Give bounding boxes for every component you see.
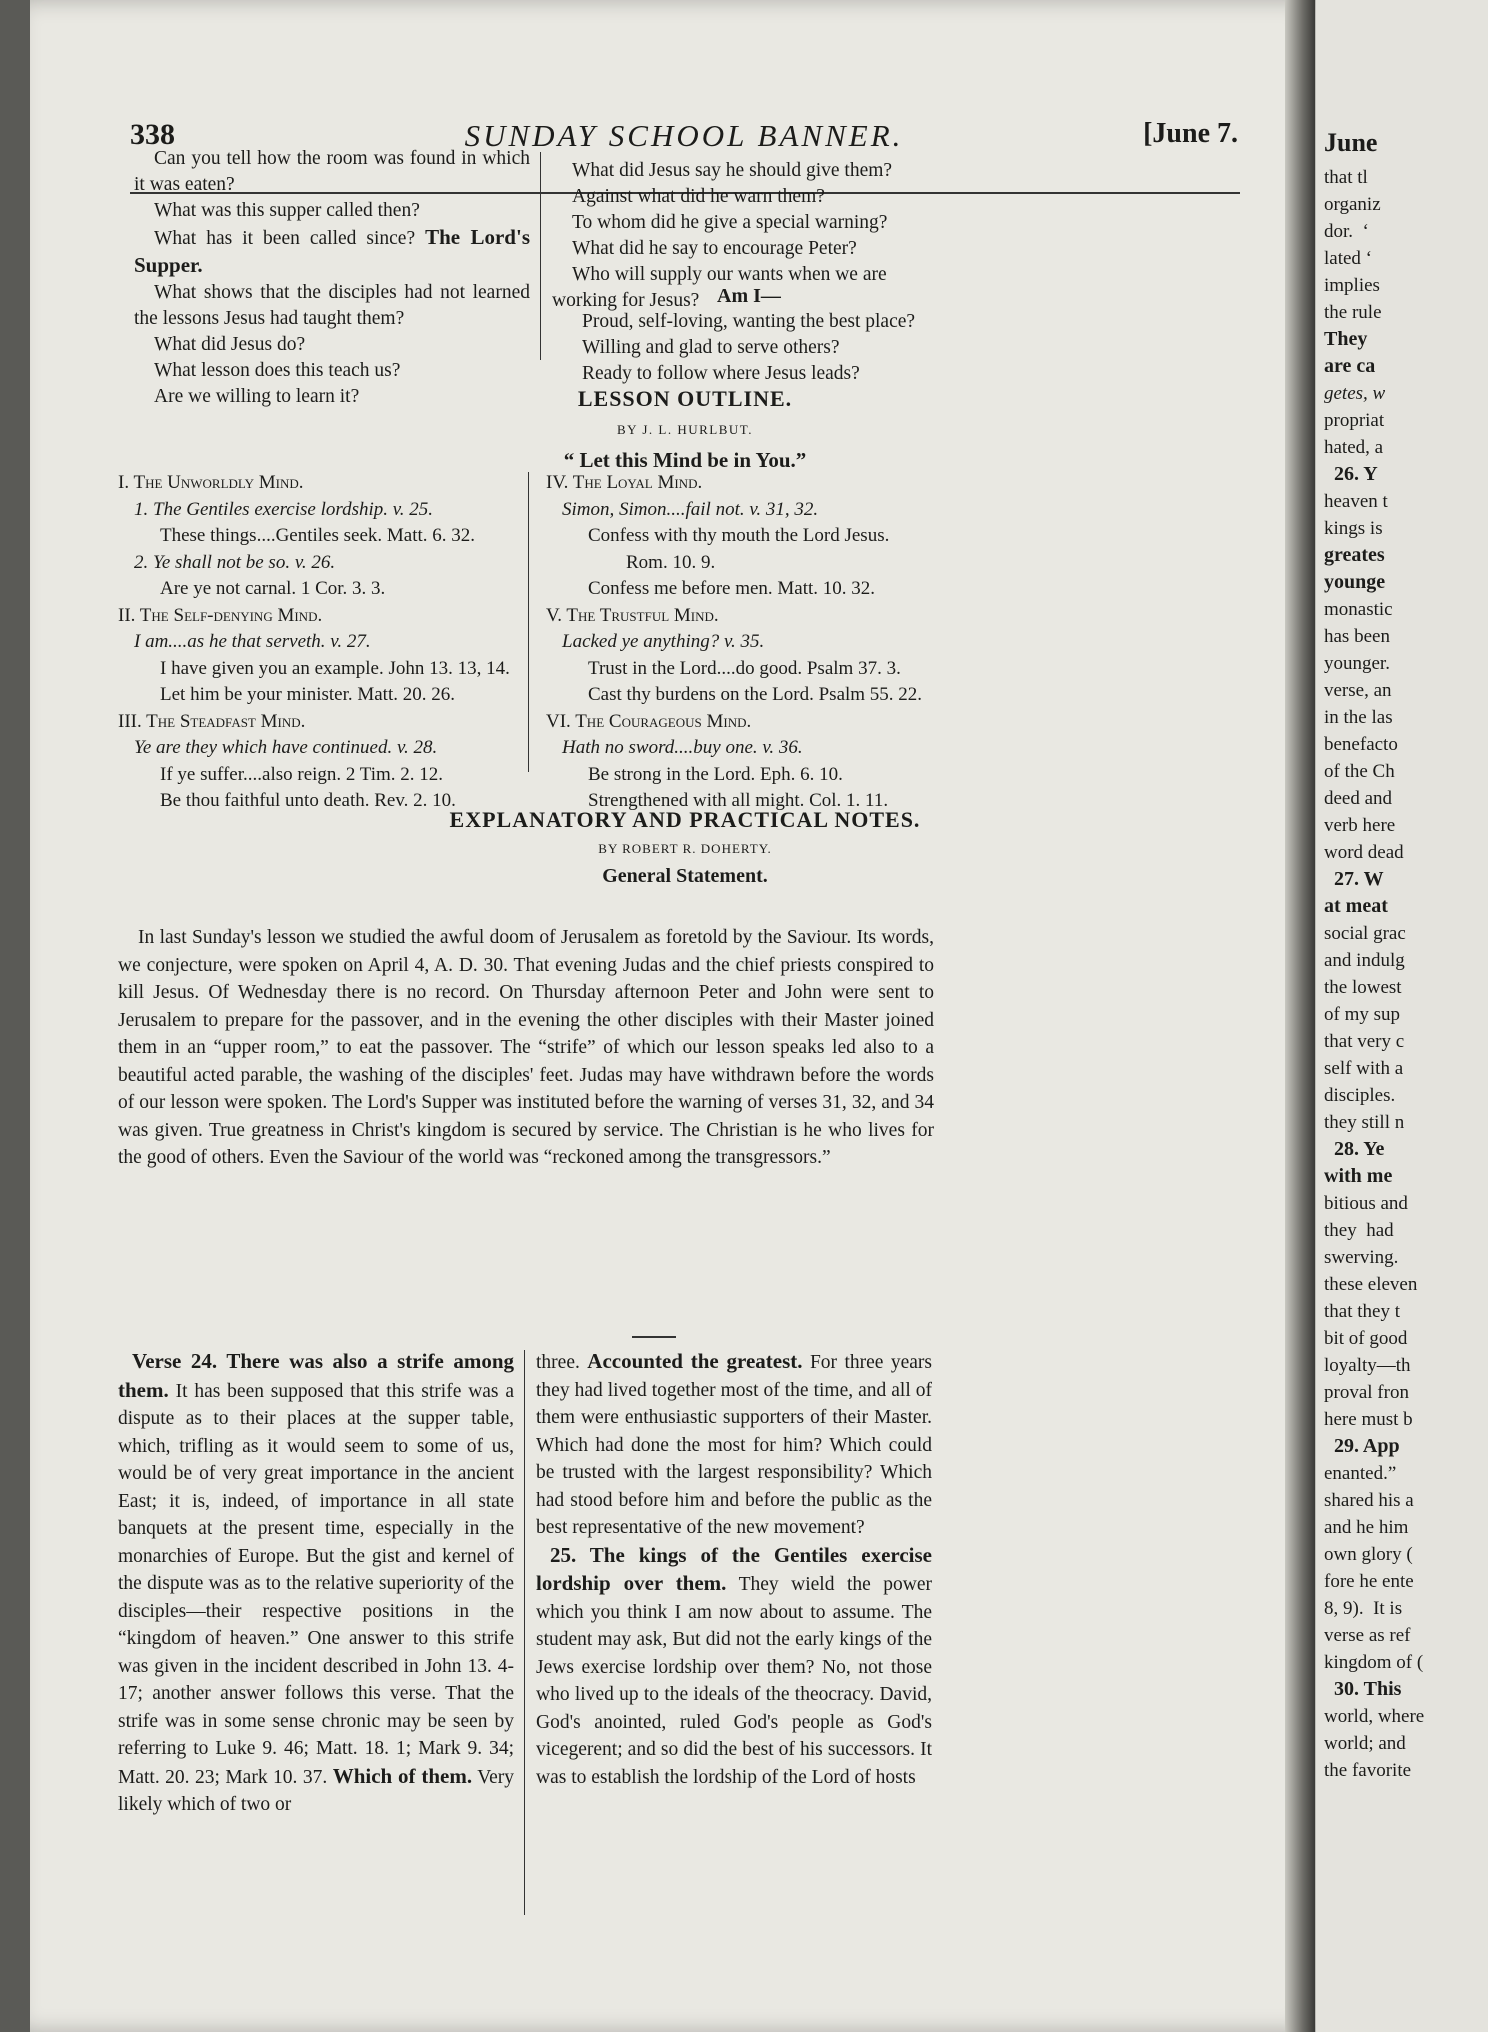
outline-reference: Confess with thy mouth the Lord Jesus. — [588, 525, 890, 546]
facing-page-line: implies — [1324, 275, 1380, 296]
lesson-outline-title: LESSON OUTLINE. — [577, 386, 793, 411]
facing-page-line: and indulg — [1324, 950, 1405, 971]
facing-page-line: that very c — [1324, 1031, 1405, 1052]
am-i-heading: Am I— — [717, 285, 781, 307]
question-text: What has it been called since? — [154, 228, 416, 249]
facing-page-line: 28. Ye — [1324, 1138, 1385, 1160]
outline-reference: Be strong in the Lord. Eph. 6. 10. — [588, 763, 843, 785]
facing-page-line: self with a — [1324, 1058, 1404, 1079]
facing-page-line: heaven t — [1324, 491, 1388, 512]
facing-page-line: younger. — [1324, 653, 1390, 674]
general-statement-text: In last Sunday's lesson we studied the awful doom of Jerusalem as foretold by the Saviour. Its words, we conjecture, were spoken on April 4, A. D. 30. That evening Judas and the chief priests conspired to kill Jesus. Of Wednesday there is no record. On Thursday afternoon Peter and John were sent to Jerusalem to prepare for the passover, and in the evening the other disciples with their Master joined them in an “upper room,” to eat the passover. The “strife” of which our lesson speaks led also to a beautiful acted parable, the washing of the disciples' feet. Judas may have withdrawn before the words of our lesson were spoken. The Lord's Supper was instituted before the warning of verses 31, 32, and 34 was given. True greatness in Christ's kingdom is secured by service. The Christian is he who lives for the good of others. Even the Saviour of the world was “reckoned among the transgressors.” — [118, 927, 934, 1168]
am-i-block — [552, 283, 946, 387]
verse-25-heading: 25. The kings of the Gentiles exercise lordship over them. — [536, 1542, 932, 1595]
lesson-outline-motto: “ Let this Mind be in You.” — [563, 448, 807, 472]
question-item: Against what did he warn them? — [572, 186, 825, 207]
outline-heading: V. The Trustful Mind. — [546, 604, 719, 626]
question-item — [134, 198, 530, 224]
outline-subpoint: I am....as he that serveth. v. 27. — [134, 631, 371, 652]
facing-page-line: lated ‘ — [1324, 248, 1373, 269]
facing-page-line: fore he ente — [1324, 1571, 1414, 1592]
facing-page-line: the rule — [1324, 302, 1382, 323]
outline-reference: I have given you an example. John 13. 13, 14. — [160, 657, 510, 679]
question-text: What was this supper called then? — [154, 200, 420, 221]
facing-page-line: bit of good — [1324, 1328, 1408, 1349]
facing-page-header: June — [1324, 128, 1378, 157]
facing-page-line: disciples. — [1324, 1085, 1396, 1106]
facing-page-line: kingdom of ( — [1324, 1652, 1424, 1673]
facing-page-line: they had — [1324, 1220, 1394, 1241]
facing-page-line: of the Ch — [1324, 761, 1395, 782]
facing-page-line: word dead — [1324, 842, 1404, 863]
running-title: SUNDAY SCHOOL BANNER. — [464, 118, 904, 153]
general-statement-heading: General Statement. — [602, 865, 768, 887]
facing-page-line: here must b — [1324, 1409, 1413, 1430]
question-item: Who will supply our wants when we are working for Jesus? — [552, 264, 887, 311]
outline-heading: I. The Unworldly Mind. — [118, 472, 304, 493]
outline-heading: III. The Steadfast Mind. — [118, 710, 306, 732]
book-gutter — [1285, 0, 1315, 2032]
verse-24-text-end: Very likely which of two or — [118, 1766, 515, 1815]
facing-page-line: swerving. — [1324, 1247, 1399, 1268]
question-text: Can you tell how the room was found in which it was eaten? — [134, 148, 530, 195]
outline-reference: Confess me before men. Matt. 10. 32. — [588, 578, 876, 599]
am-i-line: Ready to follow where Jesus leads? — [582, 363, 860, 384]
outline-reference: Rom. 10. 9. — [626, 551, 716, 573]
facing-page-line: verse, an — [1324, 680, 1392, 701]
facing-page-line: younge — [1324, 571, 1386, 593]
facing-page-line: 8, 9). It is — [1324, 1598, 1403, 1619]
outline-reference: Let him be your minister. Matt. 20. 26. — [160, 684, 455, 705]
facing-page-line: organiz — [1324, 194, 1381, 215]
facing-page-line: propriat — [1324, 410, 1385, 431]
facing-page-line: and he him — [1324, 1517, 1409, 1538]
question-item — [134, 332, 530, 358]
outline-left-column — [118, 470, 510, 815]
column-divider — [540, 152, 541, 360]
facing-page-line: they still n — [1324, 1112, 1405, 1133]
facing-page-line: greates — [1324, 544, 1385, 566]
facing-page-line: deed and — [1324, 788, 1393, 809]
question-text: What did Jesus do? — [154, 334, 306, 355]
facing-page-line: 30. This — [1324, 1678, 1402, 1700]
facing-page-line: getes, w — [1324, 383, 1386, 404]
facing-page-line: monastic — [1324, 599, 1393, 620]
am-i-line: Proud, self-loving, wanting the best place? — [582, 311, 916, 332]
facing-page-line: that they t — [1324, 1301, 1400, 1322]
facing-page-line: own glory ( — [1324, 1544, 1413, 1565]
accounted-greatest-heading: Accounted the greatest. — [587, 1349, 803, 1373]
facing-page-line: that tl — [1324, 167, 1368, 188]
outline-subpoint: Simon, Simon....fail not. v. 31, 32. — [562, 498, 819, 520]
facing-page-line: 27. W — [1324, 868, 1384, 890]
facing-page-line: shared his a — [1324, 1490, 1414, 1511]
question-item: What did he say to encourage Peter? — [572, 238, 857, 259]
verse-25-text: They wield the power which you think I am now about to assume. The student may ask, But did not the early kings of the Jews exercise lordship over them? No, not those who lived up to the ideals of the theocracy. David, God's anointed, ruled God's people as God's vicegerent; and so did the best of his successors. It was to establish the lordship of the Lord of hosts — [536, 1574, 932, 1788]
facing-page-line: hated, a — [1324, 437, 1384, 458]
questions-left-column — [134, 146, 530, 410]
facing-page-line: proval fron — [1324, 1382, 1409, 1403]
verse-24-text: It has been supposed that this strife was a dispute as to their places at the supper table, which, trifling as it would seem to some of us, would be of very great importance in the ancient East; it is, indeed, of importance in all state banquets at the present time, especially in the monarchies of Europe. But the gist and kernel of the dispute was as to the relative superiority of the disciples—their respective positions in the “kingdom of heaven.” One answer to this strife was given in the incident described in John 13. 4-17; another answer follows this verse. That the strife was in some sense chronic may be seen by referring to Luke 9. 46; Matt. 18. 1; Mark 9. 34; Matt. 20. 23; Mark 10. 37. — [118, 1380, 515, 1788]
question-text: What shows that the disciples had not learned the lessons Jesus had taught them? — [134, 282, 530, 329]
notes-column-divider — [524, 1350, 525, 1915]
verse-notes-right-column — [536, 1348, 932, 1791]
outline-reference: These things....Gentiles seek. Matt. 6. 32. — [160, 525, 476, 546]
page-number: 338 — [130, 118, 175, 151]
outline-reference: Be thou faithful unto death. Rev. 2. 10. — [160, 790, 456, 811]
facing-page-line: at meat — [1324, 895, 1388, 917]
notes-header — [130, 807, 1240, 888]
facing-page-line: in the las — [1324, 707, 1393, 728]
issue-date: [June 7. — [1143, 118, 1238, 149]
facing-page — [1316, 0, 1488, 2032]
accounted-greatest-text: For three years they had lived together most of the time, and all of them were enthusiastic supporters of their Master. Which had done the most for him? Which could be trusted with the largest responsibility? Which had stood before him and before the public as the best representative of the new movement? — [536, 1352, 932, 1538]
question-item — [134, 224, 530, 280]
facing-page-line: has been — [1324, 626, 1390, 647]
facing-page-line: social grac — [1324, 923, 1406, 944]
outline-reference: If ye suffer....also reign. 2 Tim. 2. 12. — [160, 763, 444, 785]
verse-24-heading: Verse 24. There was also a strife among them. — [118, 1349, 514, 1402]
outline-subpoint: Ye are they which have continued. v. 28. — [134, 737, 438, 758]
question-text: Are we willing to learn it? — [154, 386, 360, 407]
outline-reference: Strengthened with all might. Col. 1. 11. — [588, 790, 889, 811]
outline-heading: II. The Self-denying Mind. — [118, 604, 323, 626]
facing-page-line: benefacto — [1324, 734, 1398, 755]
facing-page-line: the favorite — [1324, 1760, 1412, 1781]
lesson-outline-header — [130, 386, 1240, 473]
outline-column-divider — [528, 472, 529, 772]
verse-notes-left-column — [118, 1348, 514, 1819]
question-item: What did Jesus say he should give them? — [572, 160, 893, 181]
notes-byline: BY ROBERT R. DOHERTY. — [598, 841, 772, 856]
facing-page-line: world, where — [1324, 1706, 1425, 1727]
outline-heading: VI. The Courageous Mind. — [546, 710, 752, 732]
question-item: To whom did he give a special warning? — [572, 212, 888, 233]
facing-page-line: bitious and — [1324, 1193, 1408, 1214]
outline-reference: Trust in the Lord....do good. Psalm 37. 3. — [588, 657, 901, 679]
facing-page-line: with me — [1324, 1165, 1393, 1187]
outline-reference: Are ye not carnal. 1 Cor. 3. 3. — [160, 578, 386, 599]
facing-page-line: loyalty—th — [1324, 1355, 1411, 1376]
facing-page-line: 29. App — [1324, 1435, 1400, 1457]
which-of-them-heading: Which of them. — [332, 1763, 473, 1788]
facing-page-line: dor. ‘ — [1324, 221, 1369, 242]
question-text: What lesson does this teach us? — [154, 360, 401, 381]
facing-page-line: 26. Y — [1324, 463, 1378, 485]
facing-page-line: are ca — [1324, 355, 1376, 377]
question-item — [134, 146, 530, 198]
section-separator — [632, 1336, 676, 1338]
lesson-outline-byline: BY J. L. HURLBUT. — [617, 422, 753, 437]
outline-heading: IV. The Loyal Mind. — [546, 472, 703, 493]
facing-page-line: these eleven — [1324, 1274, 1418, 1295]
outline-reference: Cast thy burdens on the Lord. Psalm 55. 22. — [588, 684, 923, 705]
facing-page-line: enanted.” — [1324, 1463, 1397, 1484]
general-statement — [118, 924, 934, 1172]
facing-page-line: They — [1324, 328, 1368, 350]
am-i-line: Willing and glad to serve others? — [582, 337, 840, 358]
outline-subpoint: 1. The Gentiles exercise lordship. v. 25. — [134, 498, 434, 520]
outline-subpoint: 2. Ye shall not be so. v. 26. — [134, 551, 336, 573]
facing-page-line: kings is — [1324, 518, 1383, 539]
outline-subpoint: Hath no sword....buy one. v. 36. — [562, 737, 803, 758]
question-answer: The Lord's Supper. — [134, 225, 530, 277]
facing-page-line: world; and — [1324, 1733, 1406, 1754]
facing-page-line: verse as ref — [1324, 1625, 1411, 1646]
notes-title: EXPLANATORY AND PRACTICAL NOTES. — [449, 807, 921, 832]
outline-subpoint: Lacked ye anything? v. 35. — [562, 631, 765, 652]
outline-right-column — [546, 470, 922, 815]
facing-page-line: verb here — [1324, 815, 1396, 836]
continued-text: three. — [536, 1352, 580, 1373]
facing-page-line: the lowest — [1324, 977, 1402, 998]
question-item — [134, 358, 530, 384]
facing-page-line: of my sup — [1324, 1004, 1400, 1025]
question-item — [134, 280, 530, 332]
